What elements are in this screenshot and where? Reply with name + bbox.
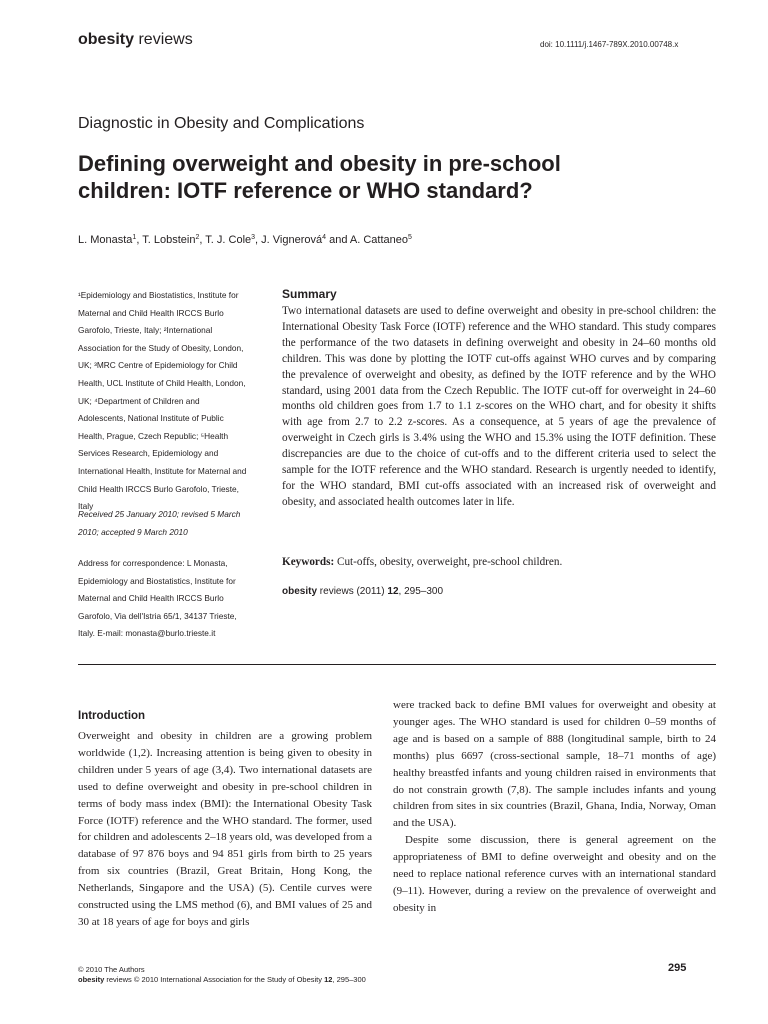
- text-line: Epidemiology and Biostatistics, Institute for: [78, 575, 236, 586]
- text-line: UK; ³MRC Centre of Epidemiology for Child: [78, 360, 238, 371]
- author-list: [78, 234, 412, 246]
- text-line: Address for correspondence: L Monasta,: [78, 558, 228, 568]
- text-line: Association for the Study of Obesity, London,: [78, 342, 244, 353]
- summary-text: Two international datasets are used to define overweight and obesity in pre-school children: the International Obesity Task Force (IOTF) reference and the WHO standard. This study compares the performance of the two datasets in defining overweight and obesity in 24–60 months old children. This was done by plotting the IOTF cut-offs against WHO curves and by comparing the prevalence of overweight and obesity, as defined by the IOTF reference and by the WHO standard, using 2001 data from the Czech Republic. The IOTF cut-off for overweight in 24–60 months old children goes from 1.7 to 1.1 z-scores on the WHO chart, and for obesity it shifts with age from 2.7 to 2.2 z-scores. As a consequence, at 5 years of age the prevalence of overweight in Czech girls is 3.4% using the WHO and 15.3% using the IOTF definition. These discrepancies are due to the choice of cut-offs and to the different criteria used to select the sample for the IOTF reference and the WHO standard. Research is urgently needed to identify, for the WHO standard, BMI cut-offs associated with an increased risk of overweight and obesity, and associated health outcomes later in life.: [282, 305, 716, 508]
- author-name: T. J. Cole: [205, 234, 252, 246]
- citation-volume: 12: [387, 586, 399, 597]
- journal-name-rest: reviews: [138, 31, 193, 48]
- citation-journal: obesity: [282, 586, 318, 597]
- title-line-1: Defining overweight and obesity in pre-school: [78, 151, 561, 176]
- author-separator: ,: [199, 234, 206, 246]
- title-line-2: children: IOTF reference or WHO standard?: [78, 178, 533, 203]
- author-separator: ,: [136, 234, 143, 246]
- author-name: L. Monasta: [78, 234, 133, 246]
- author-affiliation-mark: 5: [407, 234, 412, 241]
- text-line: ¹Epidemiology and Biostatistics, Institute for: [78, 290, 239, 300]
- author-separator: ,: [255, 234, 262, 246]
- footer-copyright: © 2010 The Authors: [78, 965, 145, 974]
- text-line: Health, UCL Institute of Child Health, London,: [78, 377, 246, 388]
- text-line: UK; ⁴Department of Children and: [78, 395, 200, 406]
- text-line: Received 25 January 2010; revised 5 March: [78, 509, 241, 519]
- text-line: Italy: [78, 501, 94, 512]
- text-line: Services Research, Epidemiology and: [78, 448, 219, 459]
- footer-journal-line: [78, 975, 366, 984]
- correspondence-address: [78, 555, 268, 643]
- keywords-list: Cut-offs, obesity, overweight, pre-school children.: [337, 556, 563, 568]
- text-line: 2010; accepted 9 March 2010: [78, 526, 188, 537]
- author-separator: and: [326, 234, 350, 246]
- citation: [282, 586, 443, 597]
- author-affiliation-mark: 3: [251, 234, 256, 241]
- author-affiliation-mark: 1: [132, 234, 137, 241]
- footer-volume: 12: [324, 975, 333, 984]
- citation-rest: reviews (2011): [319, 586, 385, 597]
- submission-dates: [78, 506, 268, 541]
- section-divider: [78, 664, 716, 665]
- keywords-label: Keywords:: [282, 556, 335, 568]
- author-name: A. Cattaneo: [349, 234, 408, 246]
- body-column-left: [78, 728, 372, 931]
- text-line: Maternal and Child Health IRCCS Burlo: [78, 593, 224, 604]
- body-column-right: [393, 697, 716, 917]
- paragraph: Overweight and obesity in children are a growing problem worldwide (1,2). Increasing attention is being given to obesity in children under 5 years of age (3,4). Two international datasets are used to define overweight and obesity in pre-school children in terms of body mass index (BMI): the International Obesity Task Force (IOTF) reference and the WHO standard. The former, used for children and adolescents 2–18 years old, was developed from a database of 97 876 boys and 94 851 girls from birth to 25 years from six countries (Brazil, Great Britain, Hong Kong, the Netherlands, Singapore and the USA) (5). Centile curves were constructed using the LMS method (6), and BMI values of 25 and 30 at 18 years of age for boys and girls: [78, 730, 372, 928]
- doi: doi: 10.1111/j.1467-789X.2010.00748.x: [540, 40, 679, 49]
- affiliations: [78, 287, 268, 516]
- text-line: Child Health IRCCS Burlo Garofolo, Trieste,: [78, 483, 239, 494]
- summary-heading: Summary: [282, 287, 337, 301]
- journal-name-bold: obesity: [78, 31, 135, 48]
- author-affiliation-mark: 2: [195, 234, 200, 241]
- paragraph: Despite some discussion, there is general agreement on the appropriateness of BMI to define overweight and obesity and on the need to replace national reference curves with an international standard (9–11). However, during a review on the prevalence of overweight and obesity in: [393, 834, 716, 914]
- text-line: Health, Prague, Czech Republic; ⁵Health: [78, 430, 229, 441]
- page-number: 295: [668, 962, 687, 974]
- author-name: J. Vignerová: [261, 234, 323, 246]
- footer-journal: obesity: [78, 975, 105, 984]
- text-line: Adolescents, National Institute of Public: [78, 413, 224, 424]
- text-line: International Health, Institute for Maternal and: [78, 465, 247, 476]
- article-category: Diagnostic in Obesity and Complications: [78, 115, 365, 132]
- text-line: Garofolo, Trieste, Italy; ²International: [78, 325, 213, 336]
- footer-journal-rest: reviews © 2010 International Association for the Study of Obesity: [106, 975, 323, 984]
- text-line: Garofolo, Via dell'Istria 65/1, 34137 Trieste,: [78, 610, 237, 621]
- citation-pages: , 295–300: [398, 586, 444, 597]
- footer-pages: , 295–300: [332, 975, 366, 984]
- author-name: T. Lobstein: [142, 234, 196, 246]
- introduction-heading: Introduction: [78, 710, 146, 722]
- paragraph: were tracked back to define BMI values for overweight and obesity at younger ages. The WHO standard is used for children 0–59 months of age and is based on a sample of 888 (longitudinal sample, birth to 24 months) plus 6697 (cross-sectional sample, 18–71 months of age) healthy breastfed infants and young children raised in environments that do not constrain growth (7,8). The sample includes infants and young children from sites in six countries (Brazil, Ghana, India, Norway, Oman and the USA).: [393, 699, 716, 830]
- author-affiliation-mark: 4: [322, 234, 327, 241]
- text-line: Maternal and Child Health IRCCS Burlo: [78, 307, 224, 318]
- journal-name: [78, 31, 193, 49]
- keywords: [282, 556, 716, 568]
- article-title: [78, 150, 678, 204]
- text-line: Italy. E-mail: monasta@burlo.trieste.it: [78, 628, 216, 639]
